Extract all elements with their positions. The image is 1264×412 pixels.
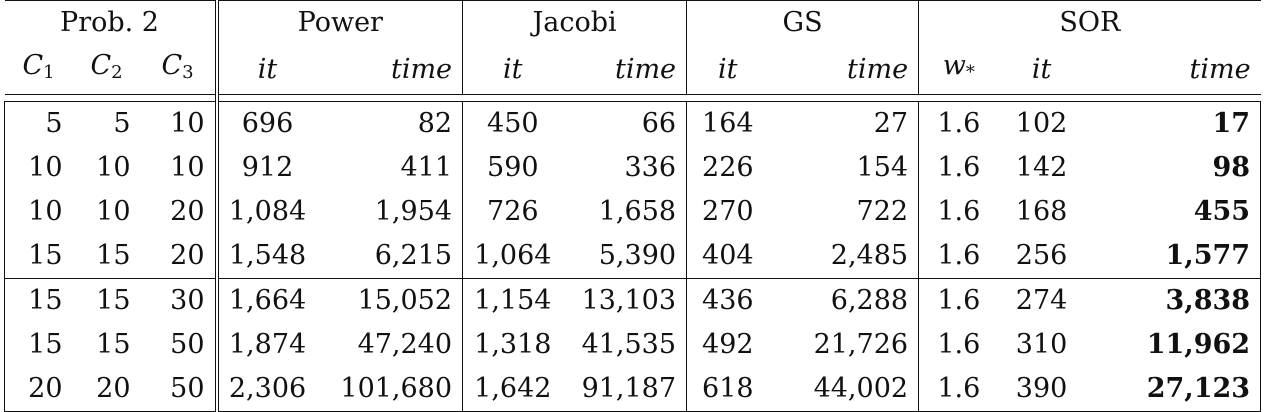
cell-gs-it: 492 — [702, 329, 754, 360]
table-row — [5, 367, 1261, 412]
header-gap — [5, 95, 1261, 102]
cell-c3: 10 — [141, 102, 217, 147]
header-power-time: time — [317, 45, 463, 95]
cell-sor-time: 27,123 — [1085, 367, 1261, 412]
cell-jacobi-time: 66 — [563, 102, 687, 147]
cell-c2: 15 — [96, 329, 131, 360]
cell-sor-w: 1.6 — [937, 196, 981, 227]
cell-sor-it: 168 — [1015, 196, 1068, 227]
cell-c3: 50 — [141, 323, 217, 367]
header-sor: SOR — [919, 1, 1261, 46]
cell-jacobi-it: 450 — [463, 102, 563, 147]
cell-c1: 20 — [5, 367, 73, 412]
cell-jacobi-time: 91,187 — [563, 367, 687, 412]
cell-power-it: 1,548 — [228, 240, 307, 271]
cell-power-it: 912 — [241, 152, 294, 183]
cell-sor-time: 3,838 — [1085, 279, 1261, 324]
header-jacobi-time: time — [563, 45, 687, 95]
cell-c2: 20 — [73, 367, 141, 412]
cell-gs-time: 2,485 — [769, 234, 919, 279]
cell-power-time: 82 — [317, 102, 463, 147]
cell-sor-time: 11,962 — [1085, 323, 1261, 367]
cell-gs-time: 154 — [769, 146, 919, 190]
cell-power-time: 15,052 — [317, 279, 463, 324]
table-row — [5, 323, 1261, 367]
header-power-it: it — [217, 45, 317, 95]
cell-c1: 15 — [5, 234, 73, 279]
sub-header-row — [5, 45, 1261, 95]
header-sor-it: it — [999, 45, 1085, 95]
cell-power-time: 47,240 — [317, 323, 463, 367]
cell-c3: 20 — [141, 190, 217, 234]
cell-c3: 20 — [141, 234, 217, 279]
group-header-row — [5, 1, 1261, 46]
cell-gs-it: 270 — [702, 196, 754, 227]
cell-jacobi-time: 336 — [563, 146, 687, 190]
cell-c2: 15 — [96, 240, 131, 271]
header-gs-time: time — [769, 45, 919, 95]
table-row — [5, 279, 1261, 324]
cell-power-time: 1,954 — [317, 190, 463, 234]
cell-gs-time: 722 — [769, 190, 919, 234]
header-prob: Prob. 2 — [5, 1, 217, 46]
cell-jacobi-it: 1,318 — [474, 329, 552, 360]
cell-power-it: 1,664 — [217, 279, 317, 324]
cell-gs-it: 404 — [702, 240, 754, 271]
header-gs-it: it — [687, 45, 769, 95]
cell-c3: 10 — [141, 146, 217, 190]
cell-power-it: 1,874 — [228, 329, 307, 360]
cell-sor-time: 1,577 — [1085, 234, 1261, 279]
cell-jacobi-it: 590 — [487, 152, 539, 183]
cell-power-time: 6,215 — [317, 234, 463, 279]
cell-sor-w: 1.6 — [937, 152, 981, 183]
cell-sor-it: 256 — [1015, 240, 1068, 271]
header-power: Power — [217, 1, 463, 46]
cell-sor-time: 17 — [1085, 102, 1261, 147]
cell-gs-time: 21,726 — [769, 323, 919, 367]
cell-sor-it: 142 — [1015, 152, 1068, 183]
cell-c2: 15 — [73, 279, 141, 324]
cell-jacobi-time: 41,535 — [563, 323, 687, 367]
cell-c3: 50 — [141, 367, 217, 412]
cell-gs-it: 226 — [702, 152, 754, 183]
table-row — [5, 190, 1261, 234]
header-c2: C2 — [73, 45, 141, 95]
table-row — [5, 146, 1261, 190]
header-jacobi: Jacobi — [463, 1, 687, 46]
header-jacobi-it: it — [463, 45, 563, 95]
cell-power-it: 2,306 — [217, 367, 317, 412]
header-sor-time: time — [1085, 45, 1261, 95]
table-row — [5, 234, 1261, 279]
cell-gs-it: 436 — [687, 279, 769, 324]
cell-sor-it: 102 — [999, 102, 1085, 147]
cell-c3: 30 — [141, 279, 217, 324]
cell-gs-it: 164 — [687, 102, 769, 147]
cell-sor-it: 274 — [999, 279, 1085, 324]
cell-jacobi-it: 1,064 — [474, 240, 552, 271]
cell-sor-w: 1.6 — [919, 279, 999, 324]
table-row — [5, 102, 1261, 147]
cell-jacobi-it: 1,642 — [463, 367, 563, 412]
cell-gs-time: 27 — [769, 102, 919, 147]
cell-sor-it: 310 — [1015, 329, 1068, 360]
cell-jacobi-it: 1,154 — [463, 279, 563, 324]
cell-c2: 5 — [73, 102, 141, 147]
cell-jacobi-it: 726 — [487, 196, 539, 227]
cell-sor-time: 98 — [1085, 146, 1261, 190]
results-table — [4, 0, 1261, 412]
cell-gs-it: 618 — [687, 367, 769, 412]
cell-c1: 10 — [5, 190, 73, 234]
cell-jacobi-time: 1,658 — [563, 190, 687, 234]
cell-gs-time: 6,288 — [769, 279, 919, 324]
cell-c2: 10 — [96, 196, 131, 227]
cell-sor-time: 455 — [1085, 190, 1261, 234]
cell-c1: 15 — [5, 323, 73, 367]
cell-power-time: 101,680 — [317, 367, 463, 412]
cell-power-it: 696 — [217, 102, 317, 147]
header-sor-w: w* — [919, 45, 999, 95]
header-c1: C1 — [5, 45, 73, 95]
table-body — [5, 102, 1261, 412]
results-table-container — [4, 0, 1260, 412]
cell-jacobi-time: 13,103 — [563, 279, 687, 324]
cell-sor-w: 1.6 — [937, 329, 981, 360]
header-c3: C3 — [141, 45, 217, 95]
cell-power-time: 411 — [317, 146, 463, 190]
cell-sor-w: 1.6 — [919, 102, 999, 147]
cell-c1: 5 — [5, 102, 73, 147]
cell-c1: 15 — [5, 279, 73, 324]
cell-sor-it: 390 — [999, 367, 1085, 412]
header-gs: GS — [687, 1, 919, 46]
cell-c1: 10 — [5, 146, 73, 190]
cell-power-it: 1,084 — [228, 196, 307, 227]
cell-c2: 10 — [96, 152, 131, 183]
cell-sor-w: 1.6 — [937, 240, 981, 271]
cell-jacobi-time: 5,390 — [563, 234, 687, 279]
cell-sor-w: 1.6 — [919, 367, 999, 412]
cell-gs-time: 44,002 — [769, 367, 919, 412]
